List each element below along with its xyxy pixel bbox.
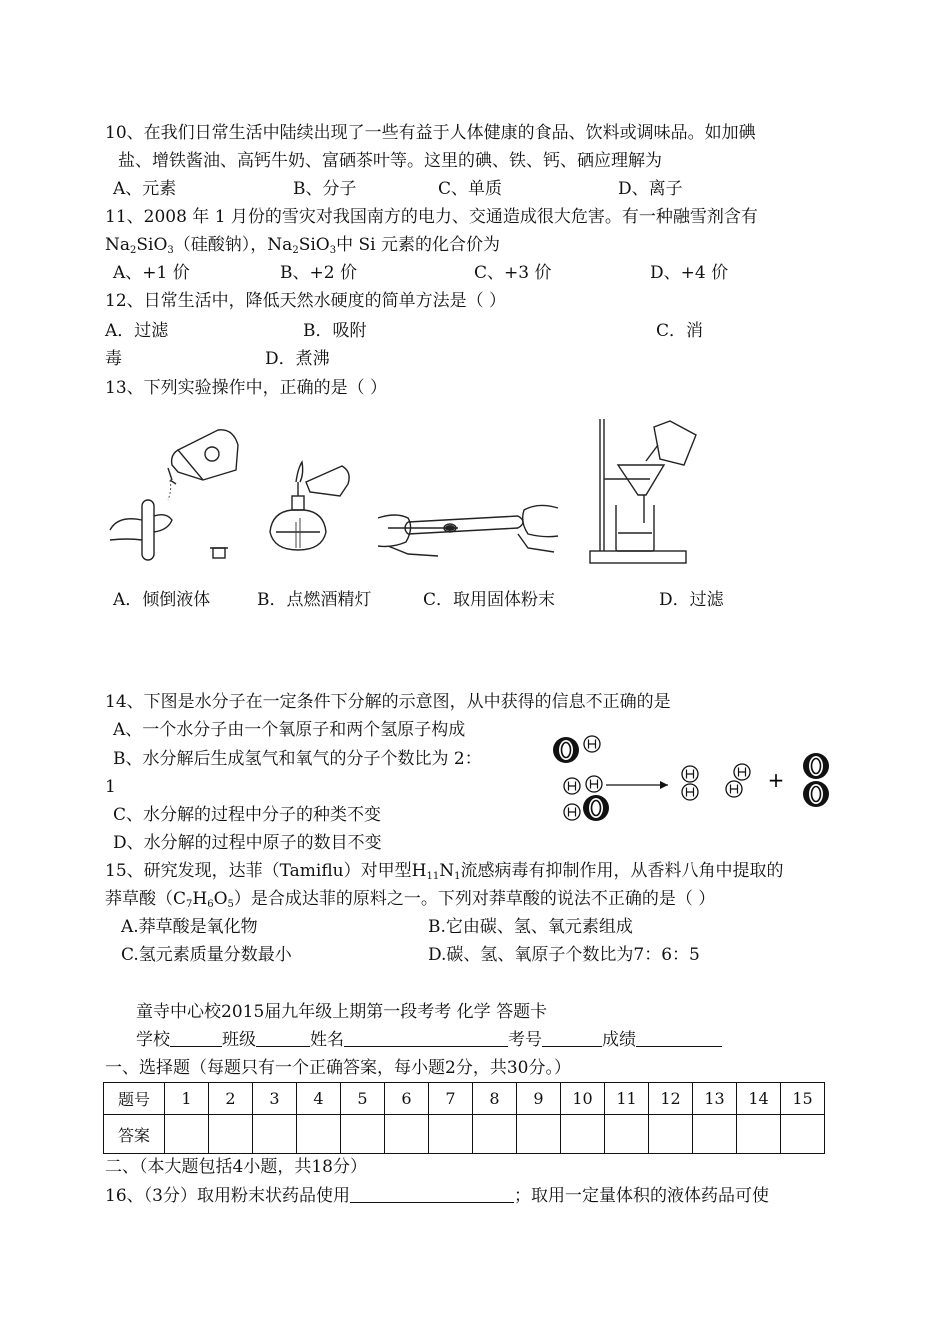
q10-option-d: D、离子 <box>618 179 683 199</box>
figure-filtration <box>588 415 708 567</box>
q10-option-b: B、分子 <box>293 179 357 199</box>
q16-line: 16、（3分）取用粉末状药品使用 ；取用一定量体积的液体药品可使 <box>105 1186 769 1206</box>
q15-line1: 15、研究发现，达菲（Tamiflu）对甲型$H_{11}N_1$流感病毒有抑制作用，从香料八角中提取的 <box>105 861 784 882</box>
class-label: 班级 <box>222 1030 256 1050</box>
answer-cell[interactable] <box>473 1115 517 1154</box>
table-cell-number: 12 <box>649 1083 693 1115</box>
answer-cell[interactable] <box>429 1115 473 1154</box>
answer-cell[interactable] <box>385 1115 429 1154</box>
answer-cell[interactable] <box>209 1115 253 1154</box>
class-field[interactable] <box>256 1030 310 1047</box>
q14-option-d: D、水分解的过程中原子的数目不变 <box>113 833 382 853</box>
q10-line2: 盐、增铁酱油、高钙牛奶、富硒茶叶等。这里的碘、铁、钙、硒应理解为 <box>118 151 662 171</box>
number-field[interactable] <box>542 1030 602 1047</box>
table-cell-number: 13 <box>693 1083 737 1115</box>
q15-line2: 莽草酸$(C_7H_6O_5)$是合成达菲的原料之一。下列对莽草酸的说法不正确的是（ ） <box>105 889 716 910</box>
table-header-answer: 答案 <box>104 1115 165 1154</box>
table-cell-number: 2 <box>209 1083 253 1115</box>
table-cell-number: 8 <box>473 1083 517 1115</box>
q15-option-c: C.氢元素质量分数最小 <box>121 945 292 965</box>
section-two-heading: 二、（本大题包括4小题，共18分） <box>105 1157 367 1177</box>
plus-sign: + <box>767 768 785 792</box>
figure-solid-powder <box>378 488 560 563</box>
answer-cell[interactable] <box>781 1115 825 1154</box>
name-label: 姓名 <box>310 1030 344 1050</box>
answer-cell[interactable] <box>649 1115 693 1154</box>
q15-option-a: A.莽草酸是氧化物 <box>121 917 258 937</box>
q11-line2: $Na_2SiO_3$（硅酸钠），$Na_2SiO_3$中 Si 元素的化合价为 <box>105 235 500 256</box>
q15-option-d: D.碳、氢、氧原子个数比为7：6：5 <box>428 945 700 965</box>
q12-option-a: A．过滤 <box>105 321 169 341</box>
q13-caption-d: D．过滤 <box>659 590 724 610</box>
answer-cell[interactable] <box>297 1115 341 1154</box>
answer-cell[interactable] <box>341 1115 385 1154</box>
section-one-heading: 一、选择题（每题只有一个正确答案，每小题2分，共30分。） <box>105 1058 571 1078</box>
q15-option-b: B.它由碳、氢、氧元素组成 <box>428 917 633 937</box>
table-cell-number: 9 <box>517 1083 561 1115</box>
q14-option-a: A、一个水分子由一个氧原子和两个氢原子构成 <box>113 720 466 740</box>
table-header-question-number: 题号 <box>104 1083 165 1115</box>
q12-option-d: D．煮沸 <box>265 349 330 369</box>
answer-card-info-line <box>136 1029 722 1051</box>
q14-stem: 14、下图是水分子在一定条件下分解的示意图，从中获得的信息不正确的是 <box>105 692 671 712</box>
table-cell-number: 5 <box>341 1083 385 1115</box>
table-row-answers <box>104 1115 825 1154</box>
table-cell-number: 11 <box>605 1083 649 1115</box>
q11-option-b: B、+2 价 <box>280 263 357 283</box>
table-cell-number: 3 <box>253 1083 297 1115</box>
water-decomposition-diagram <box>548 728 848 843</box>
table-row-numbers <box>104 1083 825 1115</box>
q14-option-c: C、水分解的过程中分子的种类不变 <box>113 805 382 825</box>
table-cell-number: 15 <box>781 1083 825 1115</box>
answer-cell[interactable] <box>165 1115 209 1154</box>
answer-cell[interactable] <box>605 1115 649 1154</box>
answer-cell[interactable] <box>693 1115 737 1154</box>
q13-caption-b: B．点燃酒精灯 <box>257 590 372 610</box>
q13-stem: 13、下列实验操作中，正确的是（ ） <box>105 378 388 398</box>
school-label: 学校 <box>136 1030 170 1050</box>
q12-wrap: 毒 <box>105 349 122 369</box>
q11-option-d: D、+4 价 <box>650 263 729 283</box>
name-field[interactable] <box>344 1030 508 1047</box>
q14-option-b: B、水分解后生成氢气和氧气的分子个数比为 2： <box>113 749 482 769</box>
score-label: 成绩 <box>602 1030 636 1050</box>
table-cell-number: 14 <box>737 1083 781 1115</box>
table-cell-number: 10 <box>561 1083 605 1115</box>
figure-pour-liquid <box>108 420 248 565</box>
answer-cell[interactable] <box>517 1115 561 1154</box>
q11-option-a: A、+1 价 <box>113 263 190 283</box>
answer-cell[interactable] <box>561 1115 605 1154</box>
figure-alcohol-lamp <box>262 452 352 557</box>
q11-line1: 11、2008 年 1 月份的雪灾对我国南方的电力、交通造成很大危害。有一种融雪剂含有 <box>105 207 758 227</box>
q13-caption-c: C．取用固体粉末 <box>423 590 556 610</box>
q10-line1: 10、在我们日常生活中陆续出现了一些有益于人体健康的食品、饮料或调味品。如加碘 <box>105 123 756 143</box>
q13-caption-a: A．倾倒液体 <box>113 590 211 610</box>
answer-cell[interactable] <box>737 1115 781 1154</box>
q16-blank[interactable] <box>350 1186 514 1203</box>
q14-option-b-wrap: 1 <box>105 777 116 797</box>
answer-table <box>103 1082 825 1154</box>
table-cell-number: 4 <box>297 1083 341 1115</box>
table-cell-number: 6 <box>385 1083 429 1115</box>
q12-option-b: B．吸附 <box>303 321 367 341</box>
table-cell-number: 1 <box>165 1083 209 1115</box>
score-field[interactable] <box>636 1030 722 1047</box>
answer-cell[interactable] <box>253 1115 297 1154</box>
answer-card-title: 童寺中心校2015届九年级上期第一段考考 化学 答题卡 <box>136 1002 548 1022</box>
q10-option-c: C、单质 <box>438 179 503 199</box>
q11-option-c: C、+3 价 <box>474 263 552 283</box>
q12-stem: 12、日常生活中，降低天然水硬度的简单方法是（ ） <box>105 291 507 311</box>
q12-option-c: C．消 <box>656 321 704 341</box>
table-cell-number: 7 <box>429 1083 473 1115</box>
school-field[interactable] <box>170 1030 222 1047</box>
q10-option-a: A、元素 <box>113 179 177 199</box>
number-label: 考号 <box>508 1030 542 1050</box>
